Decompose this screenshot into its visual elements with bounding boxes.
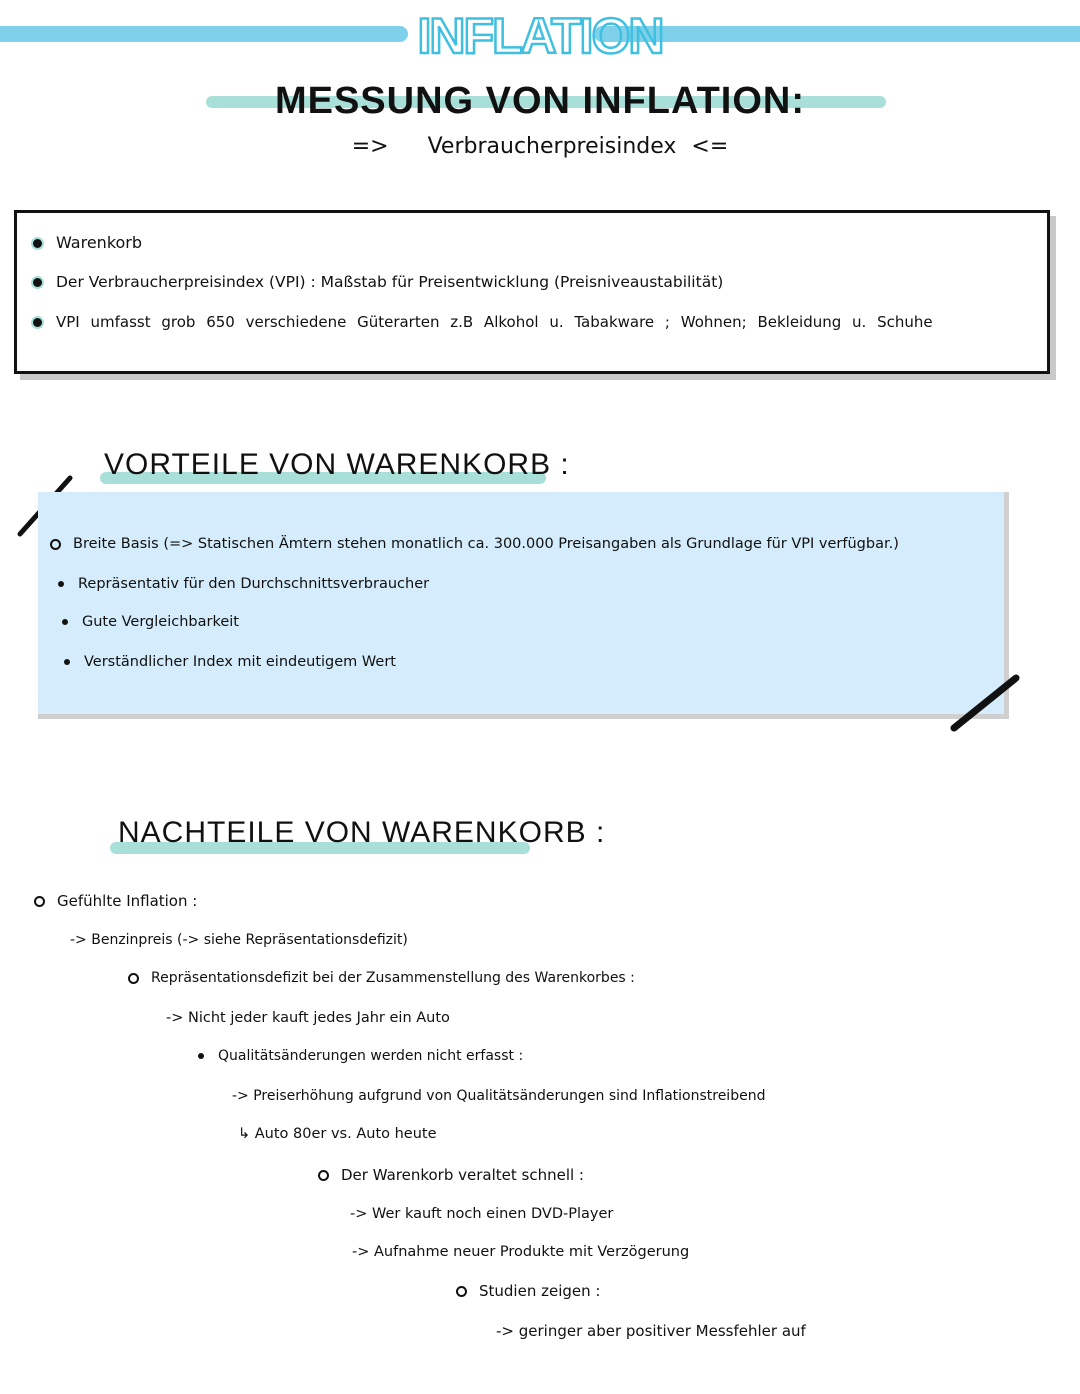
page-title: INFLATION: [417, 8, 663, 64]
list-item: Studien zeigen :: [456, 1282, 600, 1300]
list-item: Der Verbraucherpreisindex (VPI) : Maßstab für Preisentwicklung (Preisniveaustabilität): [33, 273, 723, 291]
bullet-icon: [64, 659, 70, 665]
list-item: ↳ Auto 80er vs. Auto heute: [238, 1126, 437, 1142]
arrow-right: <=: [691, 134, 729, 159]
bullet-icon: [198, 1053, 204, 1059]
list-item: Repräsentativ für den Durchschnittsverbraucher: [58, 576, 429, 592]
arrow-left: =>: [351, 134, 389, 159]
vorteile-heading: VORTEILE VON WARENKORB :: [104, 448, 570, 481]
list-item: Verständlicher Index mit eindeutigem Wert: [64, 654, 396, 670]
subheading: [0, 134, 1080, 159]
list-item: Breite Basis (=> Statischen Ämtern stehen monatlich ca. 300.000 Preisangaben als Grundlage für VPI verfügbar.): [50, 536, 899, 552]
bullet-icon: [456, 1286, 467, 1297]
vorteile-box: [38, 492, 1009, 719]
main-heading: MESSUNG VON INFLATION:: [274, 80, 806, 122]
list-item: Qualitätsänderungen werden nicht erfasst :: [198, 1048, 523, 1064]
bullet-icon: [50, 539, 61, 550]
list-item: Gefühlte Inflation :: [34, 892, 197, 910]
list-item: -> Preiserhöhung aufgrund von Qualitätsänderungen sind Inflationstreibend: [232, 1088, 766, 1104]
definition-box: [14, 210, 1050, 374]
list-item: -> geringer aber positiver Messfehler auf: [496, 1322, 806, 1340]
list-item: VPI umfasst grob 650 verschiedene Güterarten z.B Alkohol u. Tabakware ; Wohnen; Bekleidung u. Schuhe: [33, 313, 933, 331]
bullet-icon: [33, 239, 42, 248]
list-item: -> Wer kauft noch einen DVD-Player: [350, 1206, 614, 1222]
bullet-icon: [33, 278, 42, 287]
list-item: -> Nicht jeder kauft jedes Jahr ein Auto: [166, 1010, 450, 1026]
list-item: Repräsentationsdefizit bei der Zusammenstellung des Warenkorbes :: [128, 970, 635, 986]
bullet-icon: [318, 1170, 329, 1181]
list-item: -> Aufnahme neuer Produkte mit Verzögerung: [352, 1244, 690, 1260]
subheading-text: Verbraucherpreisindex: [427, 134, 677, 159]
bullet-icon: [58, 581, 64, 587]
list-item: -> Benzinpreis (-> siehe Repräsentationsdefizit): [70, 932, 408, 948]
bullet-icon: [62, 619, 68, 625]
list-item: Gute Vergleichbarkeit: [62, 614, 239, 630]
bullet-icon: [128, 973, 139, 984]
bullet-icon: [34, 896, 45, 907]
bullet-icon: [33, 318, 42, 327]
pen-stroke-icon: [940, 668, 1030, 738]
nachteile-heading: NACHTEILE VON WARENKORB :: [118, 816, 606, 849]
list-item: Der Warenkorb veraltet schnell :: [318, 1166, 584, 1184]
list-item: Warenkorb: [33, 233, 142, 252]
